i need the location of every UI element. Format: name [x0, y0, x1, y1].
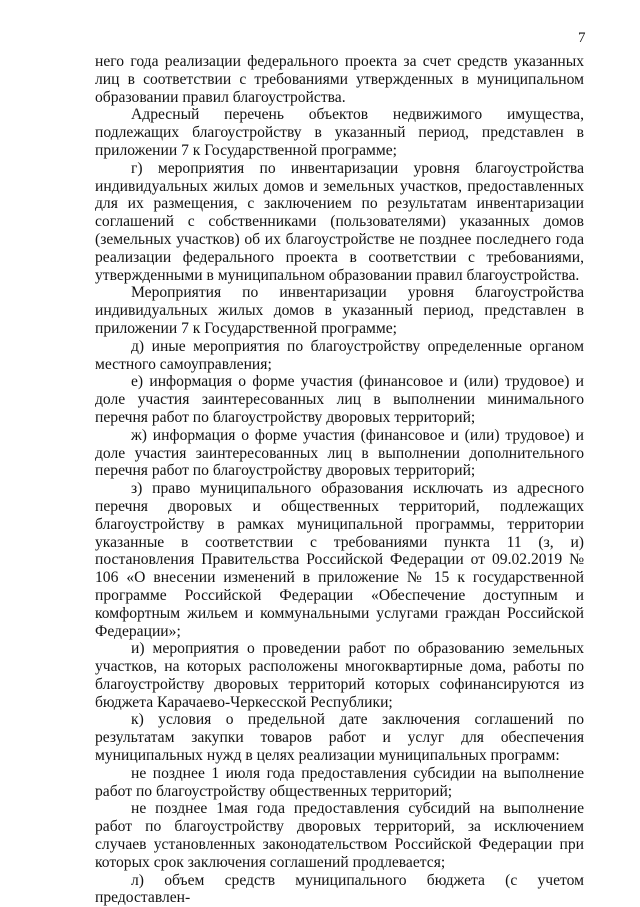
paragraph-continuation: него года реализации федерального проекта за счет средств указанных лиц в соответствии с требованиями утвержденных в муниципальном образовании правил благоустройства.	[95, 53, 584, 106]
paragraph-item-d: д) иные мероприятия по благоустройству определенные органом местного самоуправления;	[95, 337, 584, 373]
paragraph-deadline-yard: не позднее 1мая года предоставления субсидий на выполнение работ по благоустройству дворовых территорий, за исключением случаев установленных законодательством Российской Федерации при которых срок заключения соглашений продлевается;	[95, 800, 584, 871]
paragraph-inventory-measures: Мероприятия по инвентаризации уровня благоустройства индивидуальных жилых домов в указанный период, представлен в приложении 7 к Государственной программе;	[95, 284, 584, 337]
paragraph-item-e: е) информация о форме участия (финансовое и (или) трудовое) и доле участия заинтересованных лиц в выполнении минимального перечня работ по благоустройству дворовых территорий;	[95, 373, 584, 426]
paragraph-item-i: и) мероприятия о проведении работ по образованию земельных участков, на которых расположены многоквартирные дома, работы по благоустройству дворовых территорий которых софинансируются из бюджета Карачаево-Черкесской Республики;	[95, 640, 584, 711]
paragraph-item-zh: ж) информация о форме участия (финансовое и (или) трудовое) и доле участия заинтересованных лиц в выполнении дополнительного перечня работ по благоустройству дворовых территорий;	[95, 426, 584, 480]
paragraph-item-k: к) условия о предельной дате заключения соглашений по результатам закупки товаров работ и услуг для обеспечения муниципальных нужд в целях реализации муниципальных программ:	[95, 711, 584, 765]
paragraph-item-z: з) право муниципального образования исключать из адресного перечня дворовых и общественных территорий, подлежащих благоустройству в рамках муниципальной программы, территории указанные в соответствии с требованиями пункта 11 (з, и) постановления Правительства Российской Федерации от 09.02.2019 № 106 «О внесении изменений в приложение № 15 к государственной программе Российской Федерации «Обеспечение доступным и комфортным жильем и коммунальными услугами граждан Российской Федерации»;	[95, 480, 584, 640]
paragraph-address-list: Адресный перечень объектов недвижимого имущества, подлежащих благоустройству в указанный период, представлен в приложении 7 к Государственной программе;	[95, 106, 584, 159]
paragraph-item-g: г) мероприятия по инвентаризации уровня благоустройства индивидуальных жилых домов и земельных участков, предоставленных для их размещения, с заключением по результатам инвентаризации соглашений с собственниками (пользователями) указанных домов (земельных участков) об их благоустройстве не позднее последнего года реализации федерального проекта в соответствии с требованиями, утвержденными в муниципальном образовании правил благоустройства.	[95, 159, 584, 284]
paragraph-deadline-public: не позднее 1 июля года предоставления субсидии на выполнение работ по благоустройству общественных территорий;	[95, 764, 584, 800]
page-number: 7	[578, 30, 586, 46]
document-body	[95, 53, 584, 907]
paragraph-item-l: л) объем средств муниципального бюджета (с учетом предоставлен-	[95, 871, 584, 907]
